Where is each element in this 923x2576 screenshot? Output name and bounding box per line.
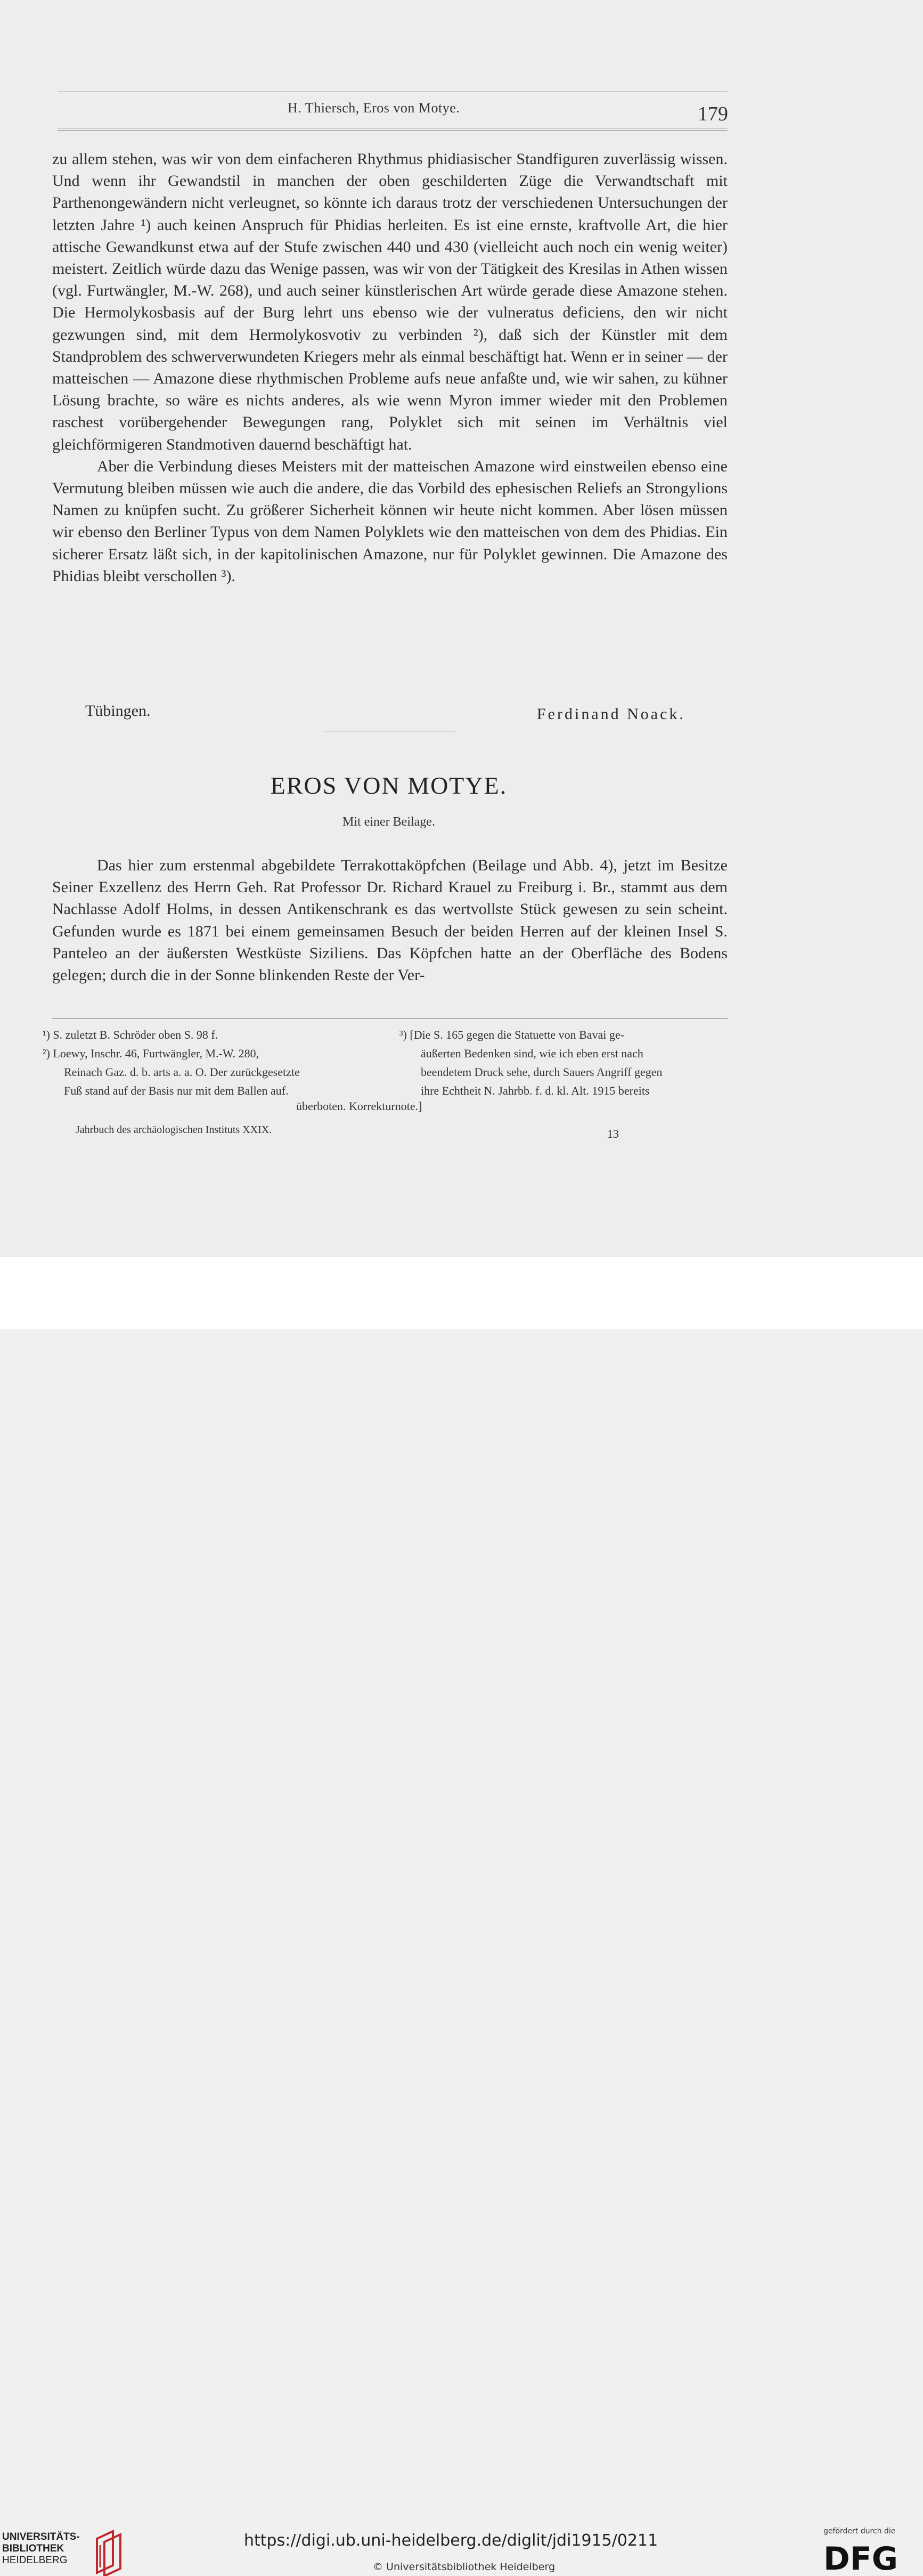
footnote-3-tail: überboten. Korrekturnote.] [296, 1099, 422, 1113]
footnote-3-line-3: beendetem Druck sehe, durch Sauers Angriff gegen [421, 1065, 663, 1079]
library-name[interactable] [2, 2531, 80, 2566]
permalink-url[interactable]: https://digi.ub.uni-heidelberg.de/diglit/jdi1915/0211 [244, 2531, 658, 2550]
signature-author: Ferdinand Noack. [537, 705, 685, 723]
library-line-2: BIBLIOTHEK [2, 2543, 64, 2554]
footnote-3-line-4: ihre Echtheit N. Jahrbb. f. d. kl. Alt. 1915 bereits [421, 1084, 650, 1097]
footnote-2-line-1: ²) Loewy, Inschr. 46, Furtwängler, M.-W. 280, [43, 1047, 259, 1060]
footnote-2-line-2: Reinach Gaz. d. b. arts a. a. O. Der zurückgesetzte [64, 1065, 300, 1079]
footnote-1: ¹) S. zuletzt B. Schröder oben S. 98 f. [43, 1028, 218, 1041]
viewer-footer [0, 1257, 923, 2574]
footnotes-left-column [43, 1025, 373, 1100]
scanned-page [0, 0, 923, 1257]
copyright-notice: © Universitätsbibliothek Heidelberg [373, 2561, 556, 2573]
footnote-3-line-2: äußerten Bedenken sind, wie ich eben erst nach [421, 1047, 643, 1060]
body-text-article [52, 854, 728, 986]
article-paragraph: Das hier zum erstenmal abgebildete Terrakottaköpfchen (Beilage und Abb. 4), jetzt im Besitze Seiner Exzellenz des Herrn Geh. Rat Professor Dr. Richard Krauel zu Freiburg i. Br., stammt aus dem Nachlasse Adolf Holms, in dessen Antikenschrank es das wertvollste Stück gewesen zu sein scheint. Gefunden wurde es 1871 bei einem gemeinsamen Besuch der beiden Herren auf der kleinen Insel S. Panteleo an der äußersten Westküste Siziliens. Das Köpfchen hatte an der Oberfläche des Bodens gelegen; durch die in der Sonne blinkenden Reste der Ver- [52, 857, 728, 984]
article-title: EROS VON MOTYE. [270, 772, 508, 799]
footnote-3-line-1: ³) [Die S. 165 gegen die Statuette von Bavai ge- [399, 1028, 625, 1041]
signature-place: Tübingen. [85, 702, 151, 720]
funding-caption: gefördert durch die [823, 2527, 896, 2536]
page-number: 179 [698, 103, 728, 125]
library-logo-icon [89, 2528, 128, 2576]
sheet-signature-mark: 13 [607, 1127, 619, 1140]
dfg-logo-icon[interactable] [822, 2541, 902, 2574]
footnotes-right-column [399, 1025, 726, 1100]
footnote-2-line-3: Fuß stand auf der Basis nur mit dem Ballen auf. [64, 1084, 289, 1097]
running-head: H. Thiersch, Eros von Motye. [288, 100, 460, 116]
journal-line: Jahrbuch des archäologischen Instituts XXIX. [76, 1124, 272, 1136]
body-text-top [52, 148, 728, 587]
footnote-rule [52, 1018, 728, 1019]
dfg-logo-text: DFG [823, 2541, 899, 2574]
paragraph-2: Aber die Verbindung dieses Meisters mit der matteischen Amazone wird einstweilen ebenso eine Vermutung bleiben müssen wie auch die andere, die das Vorbild des ephesischen Reliefs an Strongylions Namen zu knüpfen sucht. Zu größerer Sicherheit können wir heute nicht kommen. Aber lösen müssen wir ebenso den Berliner Typus von dem Namen Polyklets wie den matteischen von dem des Phidias. Ein sicherer Ersatz läßt sich, in der kapitolinischen Amazone, nur für Polyklet gewinnen. Die Amazone des Phidias bleibt verschollen ³). [52, 457, 728, 585]
library-line-3: HEIDELBERG [2, 2555, 68, 2566]
article-subtitle: Mit einer Beilage. [342, 815, 435, 829]
library-line-1: UNIVERSITÄTS- [2, 2531, 80, 2542]
paragraph-1: zu allem stehen, was wir von dem einfacheren Rhythmus phidiasischer Standfiguren zuverlässig wissen. Und wenn ihr Gewandstil in manchen der oben geschilderten Züge die Verwandtschaft mit Parthenongewändern nicht verleugnet, so könnte ich daraus trotz der verschiedenen Untersuchungen der letzten Jahre ¹) auch keinen Anspruch für Phidias herleiten. Es ist eine ernste, kraftvolle Art, die hier attische Gewandkunst etwa auf der Stufe zwischen 440 und 430 (vielleicht auch noch ein wenig weiter) meistert. Zeitlich würde dazu das Wenige passen, was wir von der Tätigkeit des Kresilas in Athen wissen (vgl. Furtwängler, M.-W. 268), und auch seiner künstlerischen Art würde gerade diese Amazone stehen. Die Hermolykosbasis auf der Burg lehrt uns ebenso wie der vulneratus deficiens, den wir nicht gezwungen sind, mit dem Hermolykosvotiv zu verbinden ²), daß sich der Künstler mit dem Standproblem des schwerverwundeten Kriegers mehr als einmal beschäftigt hat. Wenn er in seiner — der matteischen — Amazone diese rhythmischen Probleme aufs neue anfaßte und, wie wir sahen, zu kühner Lösung brachte, so wäre es nichts anderes, als wie wenn Myron immer wieder mit den Problemen raschest vorübergehender Bewegungen rang, Polyklet sich mit seinen im Verhältnis viel gleichförmigeren Standmotiven dauernd beschäftigt hat. [52, 150, 728, 453]
